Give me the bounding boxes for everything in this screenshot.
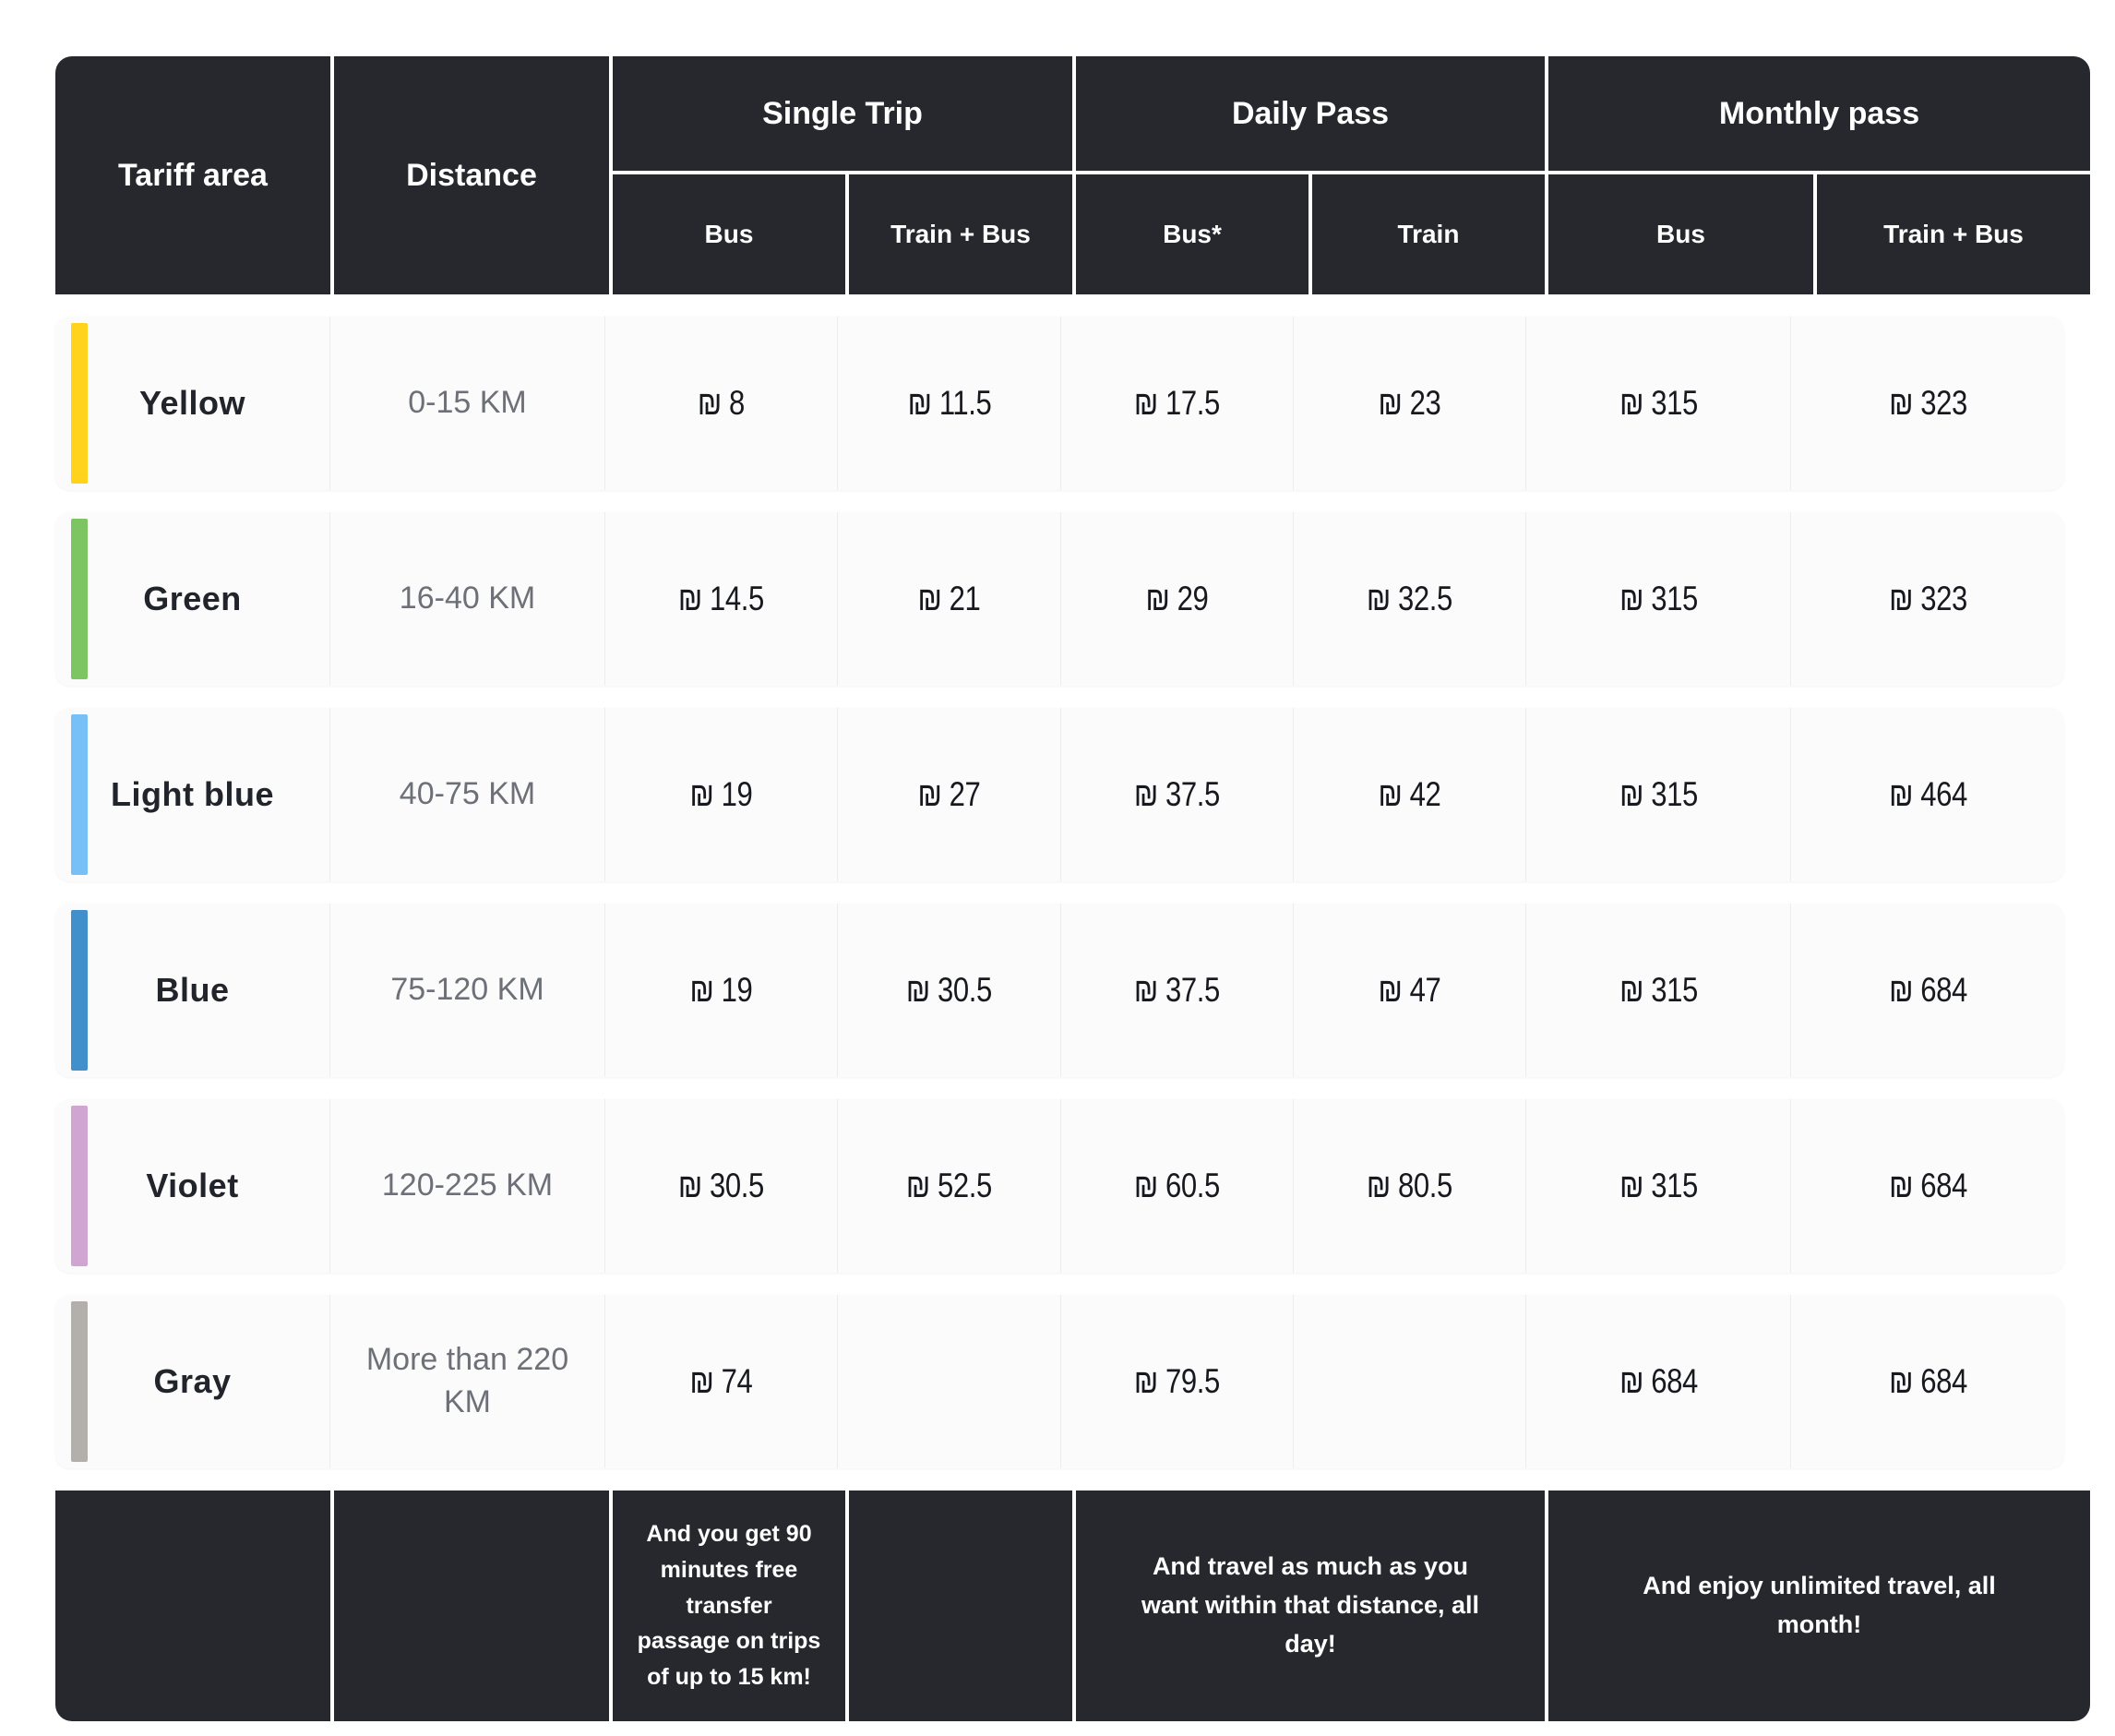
fare-value: ₪ 27 (917, 775, 981, 813)
table-row-gray (55, 1295, 2064, 1468)
header-monthly-pass-bus: Bus (1548, 174, 1813, 294)
fare-single-trip-bus (605, 904, 838, 1077)
tariff-area-cell (55, 512, 330, 686)
fare-monthly-pass-bus (1526, 1295, 1791, 1468)
fare-daily-pass-train (1294, 317, 1526, 490)
tariff-area-cell (55, 1099, 330, 1273)
tariff-name: Light blue (111, 775, 274, 813)
fare-value: ₪ 684 (1888, 1167, 1967, 1204)
fare-single-trip-bus (605, 1295, 838, 1468)
fare-value: ₪ 464 (1888, 775, 1967, 813)
table-footer (55, 1491, 2064, 1721)
table-row-yellow (55, 317, 2064, 490)
tariff-color-bar (71, 519, 88, 679)
fare-value: ₪ 47 (1378, 971, 1441, 1009)
fare-value: ₪ 17.5 (1133, 384, 1221, 422)
tariff-name: Yellow (138, 384, 246, 422)
fare-monthly-pass-bus (1526, 512, 1791, 686)
fare-single-trip-bus (605, 708, 838, 881)
fare-single-trip-train-bus (838, 1099, 1061, 1273)
fare-value: ₪ 11.5 (907, 384, 991, 422)
distance-cell: 75-120 KM (330, 904, 605, 1077)
fare-value: ₪ 684 (1888, 1362, 1967, 1400)
header-daily-pass-train: Train (1312, 174, 1545, 294)
fare-daily-pass-train (1294, 1099, 1526, 1273)
table-row-blue (55, 904, 2064, 1077)
fare-daily-pass-bus (1061, 1295, 1294, 1468)
distance-cell: More than 220 KM (330, 1295, 605, 1468)
tariff-color-bar (71, 714, 88, 875)
fare-monthly-pass-train-bus (1791, 1099, 2064, 1273)
tariff-name: Blue (155, 971, 230, 1009)
fare-value: ₪ 684 (1888, 971, 1967, 1009)
fare-value: ₪ 8 (697, 384, 746, 422)
fare-value: ₪ 42 (1378, 775, 1441, 813)
fare-single-trip-train-bus (838, 317, 1061, 490)
fare-monthly-pass-train-bus (1791, 1295, 2064, 1468)
footer-note-daily-pass: And travel as much as you want within that distance, all day! (1076, 1491, 1545, 1721)
fare-value: ₪ 315 (1619, 384, 1698, 422)
header-group-monthly-pass: Monthly pass (1548, 56, 2090, 171)
fare-value: ₪ 315 (1619, 1167, 1698, 1204)
header-distance: Distance (334, 56, 609, 294)
fare-daily-pass-train (1294, 1295, 1526, 1468)
tariff-name: Violet (146, 1167, 239, 1204)
distance-cell: 40-75 KM (330, 708, 605, 881)
fare-value: ₪ 80.5 (1366, 1167, 1453, 1204)
fare-daily-pass-bus (1061, 904, 1294, 1077)
table-header (55, 56, 2064, 294)
fare-value: ₪ 29 (1145, 580, 1209, 617)
fare-value: ₪ 60.5 (1133, 1167, 1221, 1204)
tariff-color-bar (71, 910, 88, 1071)
table-row-green (55, 512, 2064, 686)
fare-value: ₪ 323 (1888, 384, 1967, 422)
distance-cell: 16-40 KM (330, 512, 605, 686)
fare-monthly-pass-train-bus (1791, 512, 2064, 686)
distance-cell: 0-15 KM (330, 317, 605, 490)
fare-monthly-pass-bus (1526, 1099, 1791, 1273)
fare-single-trip-train-bus (838, 1295, 1061, 1468)
fare-value: ₪ 19 (689, 971, 753, 1009)
footer-note-single-trip-bus: And you get 90 minutes free transfer passage on trips of up to 15 km! (613, 1491, 845, 1721)
tariff-color-bar (71, 1301, 88, 1462)
fare-value: ₪ 37.5 (1133, 775, 1221, 813)
tariff-name: Green (143, 580, 242, 617)
tariff-color-bar (71, 1106, 88, 1266)
fare-monthly-pass-train-bus (1791, 708, 2064, 881)
header-single-trip-train-bus: Train + Bus (849, 174, 1072, 294)
fare-monthly-pass-train-bus (1791, 904, 2064, 1077)
tariff-area-cell (55, 317, 330, 490)
fare-value: ₪ 52.5 (905, 1167, 993, 1204)
header-group-daily-pass: Daily Pass (1076, 56, 1545, 171)
fare-daily-pass-bus (1061, 317, 1294, 490)
header-single-trip-bus: Bus (613, 174, 845, 294)
fare-value: ₪ 37.5 (1133, 971, 1221, 1009)
fare-single-trip-train-bus (838, 708, 1061, 881)
header-monthly-pass-train-bus: Train + Bus (1817, 174, 2090, 294)
fare-value: ₪ 315 (1619, 971, 1698, 1009)
fare-table (55, 56, 2064, 1721)
fare-single-trip-bus (605, 317, 838, 490)
tariff-area-cell (55, 708, 330, 881)
fare-value: ₪ 32.5 (1366, 580, 1453, 617)
fare-single-trip-train-bus (838, 904, 1061, 1077)
distance-cell: 120-225 KM (330, 1099, 605, 1273)
fare-monthly-pass-bus (1526, 708, 1791, 881)
table-row-violet (55, 1099, 2064, 1273)
fare-value: ₪ 21 (917, 580, 981, 617)
tariff-area-cell (55, 1295, 330, 1468)
footer-empty-distance (334, 1491, 609, 1721)
footer-empty-tariff-area (55, 1491, 330, 1721)
fare-value: ₪ 14.5 (677, 580, 765, 617)
fare-value: ₪ 74 (689, 1362, 753, 1400)
fare-value: ₪ 79.5 (1133, 1362, 1221, 1400)
fare-monthly-pass-bus (1526, 904, 1791, 1077)
fare-daily-pass-bus (1061, 512, 1294, 686)
fare-daily-pass-bus (1061, 708, 1294, 881)
fare-value: ₪ 315 (1619, 580, 1698, 617)
fare-daily-pass-train (1294, 708, 1526, 881)
table-row-light-blue (55, 708, 2064, 881)
header-daily-pass-bus: Bus* (1076, 174, 1308, 294)
fare-value: ₪ 315 (1619, 775, 1698, 813)
footer-empty-single-trip-train-bus (849, 1491, 1072, 1721)
tariff-color-bar (71, 323, 88, 484)
footer-note-monthly-pass: And enjoy unlimited travel, all month! (1548, 1491, 2090, 1721)
fare-monthly-pass-bus (1526, 317, 1791, 490)
fare-daily-pass-train (1294, 904, 1526, 1077)
fare-single-trip-train-bus (838, 512, 1061, 686)
fare-value: ₪ 30.5 (905, 971, 993, 1009)
tariff-area-cell (55, 904, 330, 1077)
fare-single-trip-bus (605, 1099, 838, 1273)
fare-value: ₪ 19 (689, 775, 753, 813)
fare-daily-pass-bus (1061, 1099, 1294, 1273)
fare-daily-pass-train (1294, 512, 1526, 686)
header-group-single-trip: Single Trip (613, 56, 1072, 171)
fare-value: ₪ 23 (1378, 384, 1441, 422)
fare-value: ₪ 684 (1619, 1362, 1698, 1400)
header-tariff-area: Tariff area (55, 56, 330, 294)
fare-monthly-pass-train-bus (1791, 317, 2064, 490)
fare-value: ₪ 30.5 (677, 1167, 765, 1204)
fare-value: ₪ 323 (1888, 580, 1967, 617)
tariff-name: Gray (153, 1362, 232, 1400)
fare-single-trip-bus (605, 512, 838, 686)
